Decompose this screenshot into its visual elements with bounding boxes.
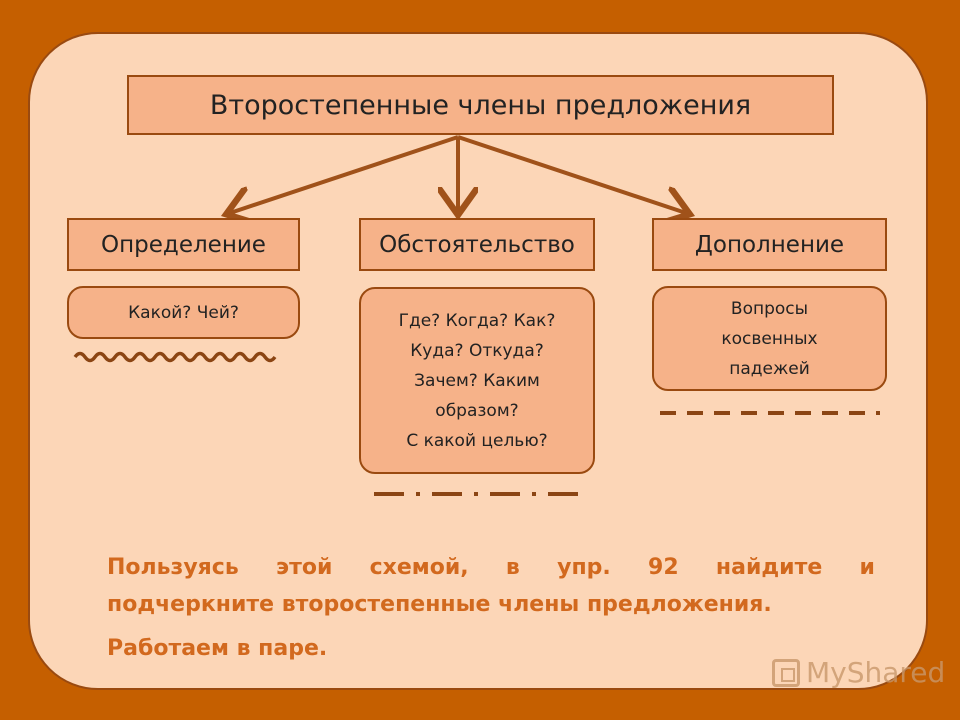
myshared-logo: [772, 656, 945, 689]
logo-text: MyShared: [806, 656, 946, 689]
category-circumstance: Обстоятельство: [359, 218, 595, 271]
object-questions: [652, 286, 887, 391]
circumstance-questions: [359, 287, 595, 474]
arrow-to-definition: [230, 137, 458, 213]
task-line-1: [107, 549, 875, 586]
question-line: Куда? Откуда?: [410, 340, 544, 361]
task-word: Пользуясь: [107, 555, 239, 580]
question-line: образом?: [435, 400, 519, 421]
question-line: падежей: [729, 358, 810, 379]
question-line: Какой? Чей?: [128, 302, 239, 323]
task-word: этой: [276, 555, 333, 580]
task-text: [107, 549, 875, 667]
question-line: косвенных: [721, 328, 818, 349]
task-line-3: Работаем в паре.: [107, 636, 328, 661]
task-line-2: подчеркните второстепенные члены предложения.: [107, 592, 772, 617]
arrow-to-object: [458, 137, 686, 213]
task-word: 92: [648, 555, 679, 580]
category-object: Дополнение: [652, 218, 887, 271]
question-line: Вопросы: [730, 298, 809, 319]
wavy-underline: [75, 354, 275, 361]
diagram-title: Второстепенные члены предложения: [127, 75, 834, 135]
category-definition: Определение: [67, 218, 300, 271]
question-line: Зачем? Каким: [414, 370, 540, 391]
task-word: в: [505, 555, 520, 580]
task-word: и: [859, 555, 875, 580]
definition-questions: [67, 286, 300, 339]
logo-icon: [772, 659, 800, 687]
task-word: схемой,: [369, 555, 469, 580]
question-line: С какой целью?: [406, 430, 548, 451]
task-word: найдите: [715, 555, 823, 580]
question-line: Где? Когда? Как?: [398, 310, 556, 331]
task-word: упр.: [557, 555, 611, 580]
